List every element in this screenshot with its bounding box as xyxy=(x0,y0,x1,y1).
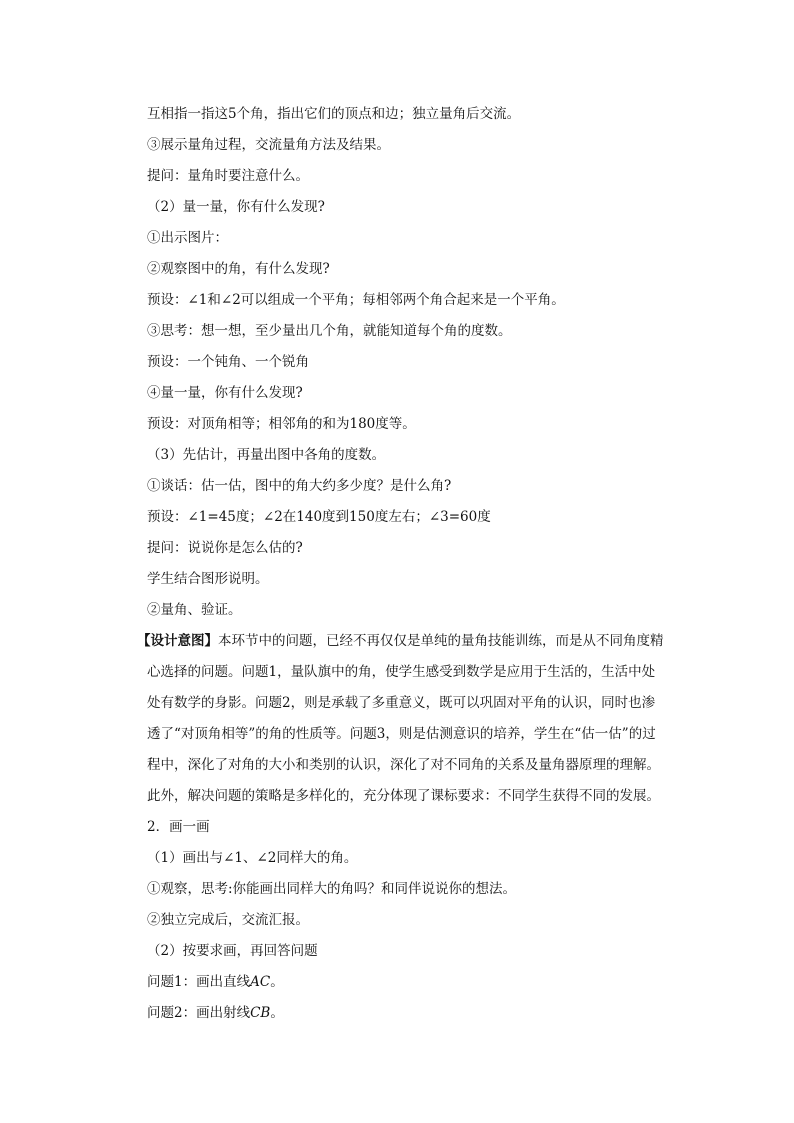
section-heading: 2．画一画 xyxy=(147,819,210,835)
text-line: 提问：量角时要注意什么。 xyxy=(147,168,309,184)
text-line: （3）先估计，再量出图中各角的度数。 xyxy=(147,447,386,463)
question-1 xyxy=(147,967,667,998)
question-2-prefix: 问题2：画出射线 xyxy=(147,1005,251,1021)
text-line: 预设：∠1和∠2可以组成一个平角；每相邻两个角合起来是一个平角。 xyxy=(147,292,565,308)
question-1-prefix: 问题1：画出直线 xyxy=(147,974,251,990)
text-line: ②观察图中的角，有什么发现? xyxy=(147,261,330,277)
text-line: ④量一量，你有什么发现? xyxy=(147,385,303,401)
question-1-suffix: 。 xyxy=(270,974,284,990)
text-line: （2）按要求画，再回答问题 xyxy=(147,943,318,959)
text-line: 学生结合图形说明。 xyxy=(147,571,269,587)
question-2 xyxy=(147,998,667,1029)
question-2-variable: CB xyxy=(250,1005,271,1021)
design-intent-paragraph xyxy=(137,626,665,812)
text-line: 提问：说说你是怎么估的? xyxy=(147,540,303,556)
text-line: 预设：一个钝角、一个锐角 xyxy=(147,354,309,370)
text-line: ②量角、验证。 xyxy=(147,602,242,618)
text-line: 互相指一指这5个角，指出它们的顶点和边；独立量角后交流。 xyxy=(147,106,521,122)
design-intent-text: 本环节中的问题，已经不再仅仅是单纯的量角技能训练，而是从不同角度精心选择的问题。问题1，量队旗中的角，使学生感受到数学是应用于生活的，生活中处处有数学的身影。问题2，则是承载了多重意义，既可以巩固对平角的认识，同时也渗透了“对顶角相等”的角的性质等。问题3，则是估测意识的培养，学生在“估一估”的过程中，深化了对角的大小和类别的认识，深化了对不同角的关系及量角器原理的理解。此外，解决问题的策略是多样化的，充分体现了课标要求：不同学生获得不同的发展。 xyxy=(147,633,664,804)
text-line: ③思考：想一想，至少量出几个角，就能知道每个角的度数。 xyxy=(147,323,512,339)
text-line: 预设：对顶角相等；相邻角的和为180度等。 xyxy=(147,416,416,432)
question-2-suffix: 。 xyxy=(270,1005,284,1021)
text-line: 预设：∠1=45度；∠2在140度到150度左右；∠3=60度 xyxy=(147,509,491,525)
text-line: （1）画出与∠1、∠2同样大的角。 xyxy=(147,850,358,866)
design-intent-label: 【设计意图】 xyxy=(137,633,218,649)
text-line: ③展示量角过程，交流量角方法及结果。 xyxy=(147,137,390,153)
text-line: ②独立完成后，交流汇报。 xyxy=(147,912,309,928)
text-line: ①谈话：估一估，图中的角大约多少度？是什么角? xyxy=(147,478,452,494)
document-body xyxy=(137,99,667,1029)
text-line: ①观察，思考:你能画出同样大的角吗？和同伴说说你的想法。 xyxy=(147,881,517,897)
text-line: ①出示图片： xyxy=(147,230,228,246)
question-1-variable: AC xyxy=(250,974,271,990)
text-line: （2）量一量，你有什么发现? xyxy=(147,199,325,215)
